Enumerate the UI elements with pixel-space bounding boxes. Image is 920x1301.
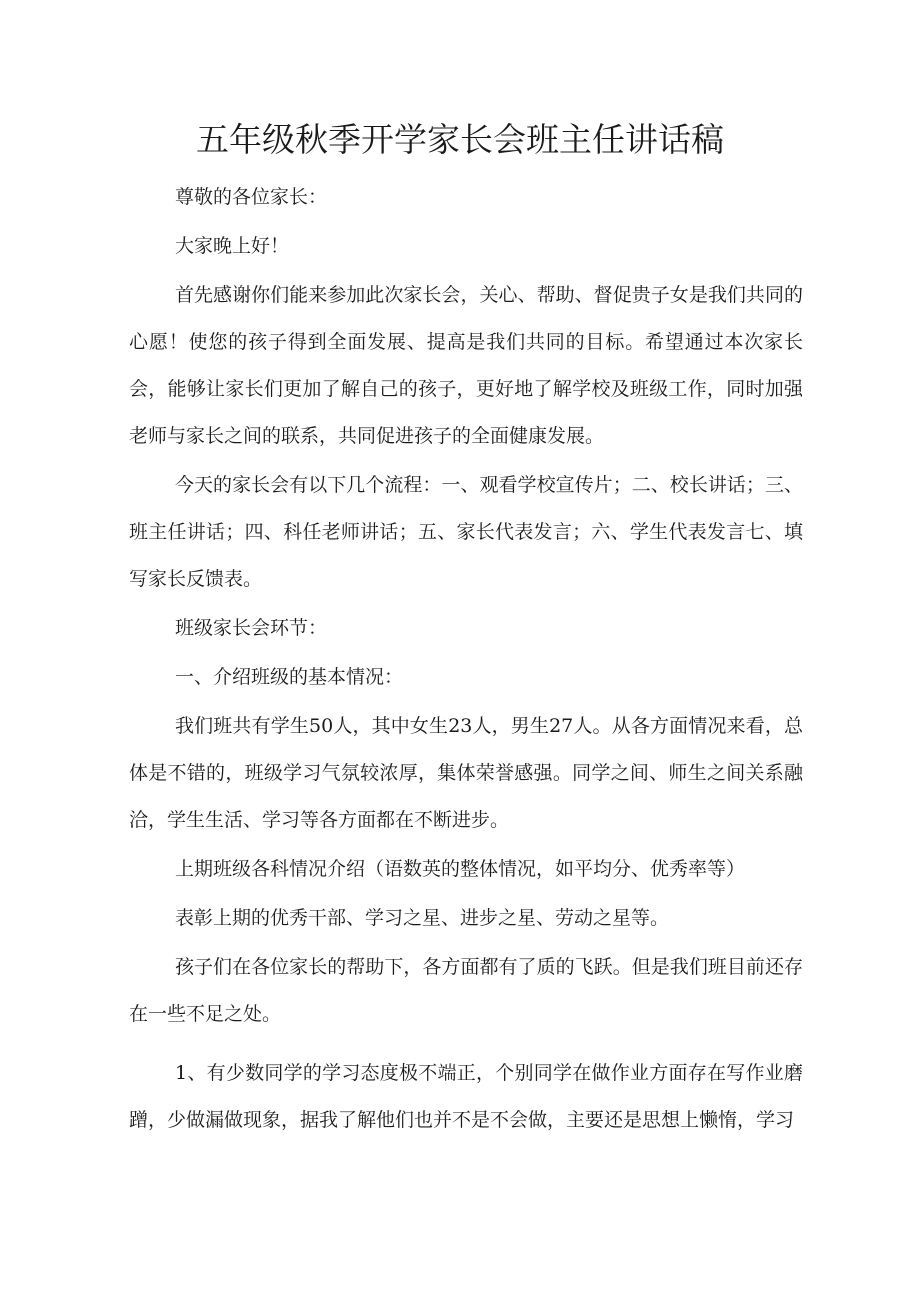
salutation: 尊敬的各位家长：	[175, 186, 328, 208]
paragraph-class-overview: 我们班共有学生50人，其中女生23人，男生27人。从各方面情况来看，总体是不错的，班级学习气氛较浓厚，集体荣誉感强。同学之间、师生之间关系融洽，学生生活、学习等各方面都在不断进步。	[129, 715, 803, 831]
paragraph-last-term-subjects: 上期班级各科情况介绍（语数英的整体情况，如平均分、优秀率等）	[175, 858, 746, 880]
section-heading-class-info: 一、介绍班级的基本情况：	[175, 666, 404, 688]
paragraph-shortcomings-intro: 孩子们在各位家长的帮助下，各方面都有了质的飞跃。但是我们班目前还存在一些不足之处。	[129, 956, 803, 1025]
paragraph-commendations: 表彰上期的优秀干部、学习之星、进步之星、劳动之星等。	[175, 907, 670, 929]
list-item-1: 1、有少数同学的学习态度极不端正，个别同学在做作业方面存在写作业磨蹭，少做漏做现象，据我了解他们也并不是不会做，主要还是思想上懒惰，学习	[129, 1062, 803, 1131]
document-title: 五年级秋季开学家长会班主任讲话稿	[196, 120, 724, 159]
greeting: 大家晚上好！	[175, 235, 290, 257]
paragraph-agenda: 今天的家长会有以下几个流程：一、观看学校宣传片；二、校长讲话；三、班主任讲话；四、科任老师讲话；五、家长代表发言；六、学生代表发言七、填写家长反馈表。	[129, 474, 803, 590]
section-heading-class-meeting: 班级家长会环节：	[175, 617, 328, 639]
document-body	[129, 174, 803, 1144]
paragraph-thanks: 首先感谢你们能来参加此次家长会，关心、帮助、督促贵子女是我们共同的心愿！使您的孩子得到全面发展、提高是我们共同的目标。希望通过本次家长会，能够让家长们更加了解自己的孩子，更好地了解学校及班级工作，同时加强老师与家长之间的联系，共同促进孩子的全面健康发展。	[129, 284, 803, 447]
